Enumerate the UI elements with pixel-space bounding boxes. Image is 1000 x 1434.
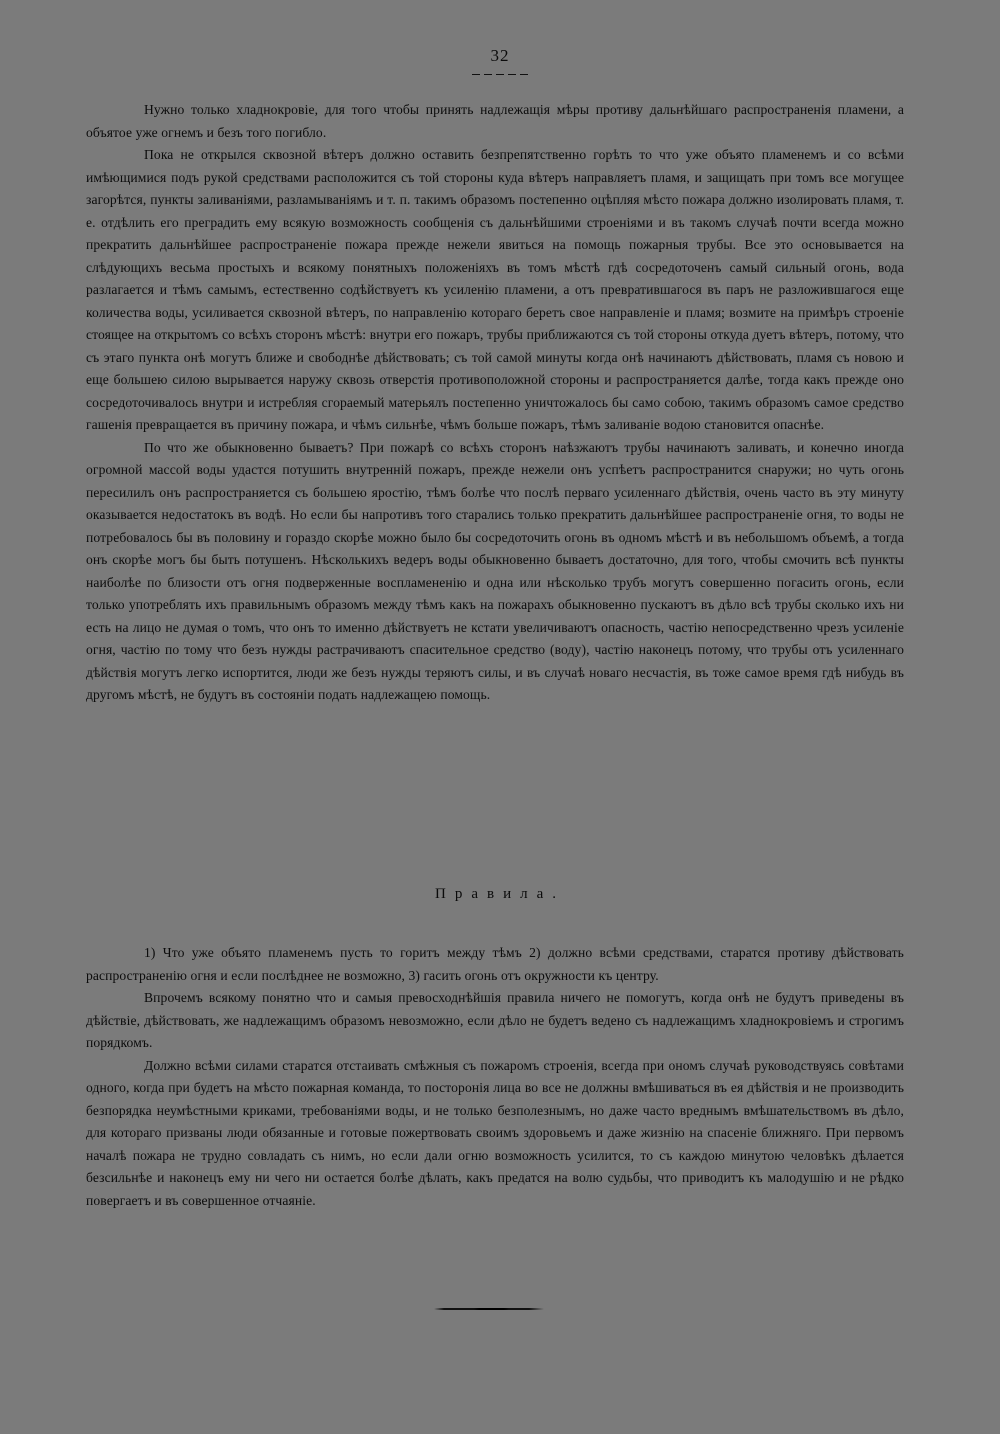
end-ornament-rule: [434, 1308, 544, 1310]
rules-text: [86, 942, 904, 1212]
section-heading: Правила.: [435, 886, 565, 902]
body-paragraph: Нужно только хладнокровіе, для того чтобы принять надлежащія мѣры противу дальнѣйшаго распространенія пламени, а объятое уже огнемъ и безъ того погибло.: [86, 102, 904, 140]
body-paragraph: Пока не открылся сквозной вѣтеръ должно оставить безпрепятственно горѣть то что уже объято пламенемъ и со всѣми имѣющимися подъ рукой средствами расположится съ той стороны куда вѣтеръ направляетъ пламя, и защищать при томъ все могущее загорѣтся, пункты заливаніями, разламываніямъ и т. п. такимъ образомъ постепенно оцѣпляя мѣсто пожара должно изолировать пламя, т. е. отдѣлить его преградить ему всякую возможность сообщенія съ дальнѣйшими строеніями и въ такомъ случаѣ почти всегда можно прекратить дальнѣйшее распространеніе пожара прежде нежели явиться на помощь пожарныя трубы. Все это основывается на слѣдующихъ весьма простыхъ и всякому понятныхъ положеніяхъ въ томъ мѣстѣ гдѣ сосредоточенъ самый сильный огонь, вода разлагается и тѣмъ самымъ, естественно содѣйствуетъ къ усиленію пламени, а отъ превратившагося въ паръ не разложившагося еще количества воды, усиливается сквозной вѣтеръ, по направленію котораго беретъ свое направленіе и пламя; возмите на примѣръ строеніе стоящее на открытомъ со всѣхъ сторонъ мѣстѣ: внутри его пожаръ, трубы приближаются съ той стороны откуда дуетъ вѣтеръ, потому, что съ этаго пункта онѣ могутъ ближе и свободнѣе дѣйствовать; съ той самой минуты когда онѣ начинаютъ дѣйствовать, пламя съ новою и еще большею силою вырывается наружу сквозь отверстія противоположной стороны и распространяется далѣе, тогда какъ прежде оно сосредоточивалось внутри и истребляя сгораемый матерьялъ постепенно уничтожалось бы само собою, такимъ образомъ самое средство гашенія превращается въ причину пожара, и чѣмъ сильнѣе, чѣмъ больше пожаръ, тѣмъ заливаніе водою становится опаснѣе.: [86, 147, 904, 432]
rules-paragraph: 1) Что уже объято пламенемъ пусть то горитъ между тѣмъ 2) должно всѣми средствами, старатся противу дѣйствовать распространенію огня и если послѣднее не возможно, 3) гасить огонь отъ окружности къ центру.: [86, 945, 904, 983]
body-text: [86, 99, 904, 707]
body-paragraph: По что же обыкновенно бываетъ? При пожарѣ со всѣхъ сторонъ наѣзжаютъ трубы начинаютъ заливать, и конечно иногда огромной массой воды удастся потушить внутренній пожаръ, прежде нежели онъ успѣетъ распространится снаружи; но чуть огонь пересилилъ онъ распространяется съ большею яростію, тѣмъ болѣе что послѣ перваго усиленнаго дѣйствія, очень часто въ эту минуту оказывается недостатокъ въ водѣ. Но если бы напротивъ того старались только прекратить дальнѣйшее распространеніе огня, то воды не потребовалось бы въ половину и гораздо скорѣе можно было бы сосредоточить огонь въ одномъ мѣстѣ и въ небольшомъ объемѣ, а тогда онъ скорѣе могъ бы быть потушенъ. Нѣсколькихъ ведеръ воды обыкновенно бываетъ достаточно, для того, чтобы смочить всѣ пункты наиболѣе по близости отъ огня подверженные воспламененію и одна или нѣсколько трубъ могутъ совершенно погасить огонь, если только употреблять ихъ правильнымъ образомъ между тѣмъ какъ на пожарахъ обыкновенно пускаютъ въ дѣло всѣ трубы сколько ихъ ни есть на лицо не думая о томъ, что онъ то именно дѣйствуетъ не кстати увеличиваютъ опасность, частію непосредственно чрезъ усиленіе огня, частію по тому что безъ нужды растрачиваютъ спасительное средство (воду), частію наконецъ потому, что трубы отъ усиленнаго дѣйствія могутъ легко испортится, люди же безъ нужды теряютъ силы, и въ случаѣ новаго несчастія, въ тоже самое время гдѣ нибудь въ другомъ мѣстѣ, не будутъ въ состояніи подать надлежащею помощь.: [86, 439, 904, 702]
page-number-rule: [472, 74, 532, 75]
rules-paragraph: Впрочемъ всякому понятно что и самыя превосходнѣйшія правила ничего не помогутъ, когда онѣ не будутъ приведены въ дѣйствіе, дѣйствовать, же надлежащимъ образомъ невозможно, если дѣло не будетъ ведено съ надлежащимъ хладнокровіемъ и строгимъ порядкомъ.: [86, 990, 904, 1050]
page-number: 32: [490, 46, 510, 65]
rules-paragraph: Должно всѣми силами старатся отстаивать смѣжныя съ пожаромъ строенія, всегда при ономъ случаѣ руководствуясь совѣтами одного, когда при будетъ на мѣсто пожарная команда, то посторонія лица во все не должны вмѣшиваться въ ея дѣйствія и не производить безпорядка неумѣстными криками, требованіями воды, и не только безполезнымъ, но даже часто вреднымъ вмѣшательствомъ въ дѣло, для котораго призваны люди обязанные и готовые пожертвовать своимъ здоровьемъ и даже жизнію на спасеніе ближняго. При первомъ началѣ пожара не трудно совладать съ нимъ, но если дали огню возможность усилится, то съ каждою минутою человѣкъ дѣлается безсильнѣе и наконецъ ему ни чего ни остается болѣе дѣлать, какъ предатся на волю судьбы, что приводитъ къ малодушію и не рѣдко повергаетъ и въ совершенное отчаяніе.: [86, 1057, 904, 1208]
